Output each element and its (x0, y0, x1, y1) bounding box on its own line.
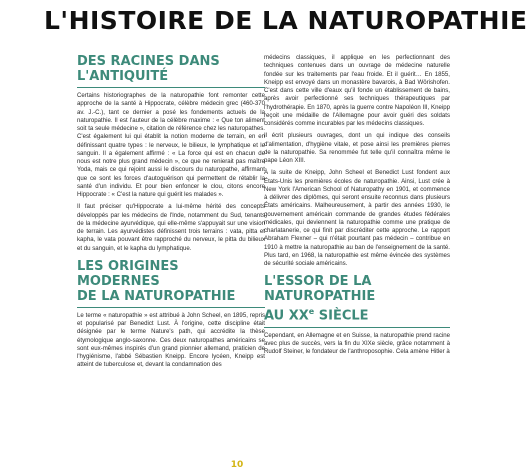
heading-line: L'ESSOR DE LA NATUROPATHIE (264, 274, 376, 305)
section-heading-modern-origins (77, 259, 265, 308)
paragraph: Certains historiographes de la naturopathie font remonter cette approche de la santé à Hippocrate, célèbre médecin grec (460-370 av. J.-C.), tant ce dernier a posé les fondements actuels de la naturopathie. Il est l'auteur de la célèbre maxime : « Que ton aliment soit ta seule médecine », citation de référence chez les naturopathes. C'est également lui qui établit la notion moderne de terrain, en en définissant quatre types : le nerveux, le bilieux, le lymphatique et le sanguin. Il a également affirmé : « La force qui est en chacun de nous est notre plus grand médecin », ce que ne renierait pas maître Yoda, mais ce qui rejoint aussi le discours du naturopathe, affirmant que ce sont les forces d'autoguérison qui permettent de rétablir la santé d'un individu. Et pour bien enfoncer le clou, citons encore Hippocrate : « C'est la nature qui guérit les malades ». (77, 92, 265, 198)
paragraph: Cependant, en Allemagne et en Suisse, la naturopathie prend racine avec plus de succès, vers la fin du XIXe siècle, grâce notamment à Rudolf Steiner, le fondateur de l'anthroposophie. Cela amène Hitler à (264, 331, 450, 356)
heading-line-suffix: SIÈCLE (314, 308, 369, 324)
heading-line: DE LA NATUROPATHIE (77, 288, 236, 304)
paragraph: À la suite de Kneipp, John Scheel et Benedict Lust fondent aux États-Unis les premières écoles de naturopathie. Ainsi, Lust crée à New York l'American School of Naturopathy en 1901, et commence à délivrer des diplômes, qui seront ensuite reconnus dans plusieurs États américains. Malheureusement, à partir des années 1930, le gouvernement américain commande de grandes études fédérales médicales, qui deviennent la naturopathie comme une pratique de charlatanerie, ce qui finit par discréditer cette approche. Le rapport Abraham Flexner – qui n'était pourtant pas médecin – contribue en 1910 à mettre la naturopathie au ban de l'enseignement de la santé. Plus tard, en 1968, la naturopathie est même évincée des systèmes de sécurité sociale américains. (264, 169, 450, 267)
paragraph: Il écrit plusieurs ouvrages, dont un qui indique des conseils d'alimentation, d'hygiène vitale, et pose ainsi les premières pierres de la naturopathie. Sa renommée fut telle qu'il connaîtra même le pape Léon XIII. (264, 132, 450, 164)
paragraph: médecins classiques, il applique en les perfectionnant des techniques contenues dans un ouvrage de médecine naturelle fondée sur les traitements par l'eau froide. Et il guérit… En 1855, Kneipp est envoyé dans un monastère bavarois, à Bad Wörishofen. C'est dans cette ville d'eaux qu'il fonde un établissement de bains, après avoir perfectionné ses techniques thérapeutiques par l'hydrothérapie. En 1870, après la guerre contre Napoléon III, Kneipp reçoit une médaille de l'Allemagne pour avoir guéri des soldats considérés comme incurables par les médecins classiques. (264, 54, 450, 127)
heading-line: LES ORIGINES MODERNES (77, 258, 179, 289)
page-number: 10 (230, 460, 244, 470)
heading-superscript: e (308, 307, 315, 317)
section-heading-20th-century (264, 274, 450, 327)
paragraph: Le terme « naturopathie » est attribué à John Scheel, en 1895, repris et popularisé par Benedict Lust. À l'origine, cette discipline était désignée par le terme Nature's path, qui accrédite la thèse étymologique anglo-saxonne. Ces deux naturopathes américains se sont eux-mêmes inspirés d'un grand pionnier allemand, praticien de l'hygiénisme, l'abbé Sébastien Kneipp. Encore lycéen, Kneipp est atteint de tuberculose et, devant la condamnation des (77, 311, 265, 369)
left-column (77, 54, 265, 374)
heading-line-prefix: AU XX (264, 308, 309, 324)
paragraph: Il faut préciser qu'Hippocrate a lui-même hérité des concepts développés par les médecins de l'Inde, notamment du Sud, tenants de la médecine ayurvédique, qui elle-même s'appuyait sur une vision de terrain. Les ayurvédistes définissent trois terrains : vata, pitta et kapha, le vata pouvant être rapproché du nerveux, le pitta du bilieux et du sanguin, et le kapha du lymphatique. (77, 203, 265, 252)
right-column (264, 54, 450, 360)
page-title: L'HISTOIRE DE LA NATUROPATHIE (44, 6, 527, 35)
section-heading-roots: DES RACINES DANS L'ANTIQUITÉ (77, 54, 265, 88)
